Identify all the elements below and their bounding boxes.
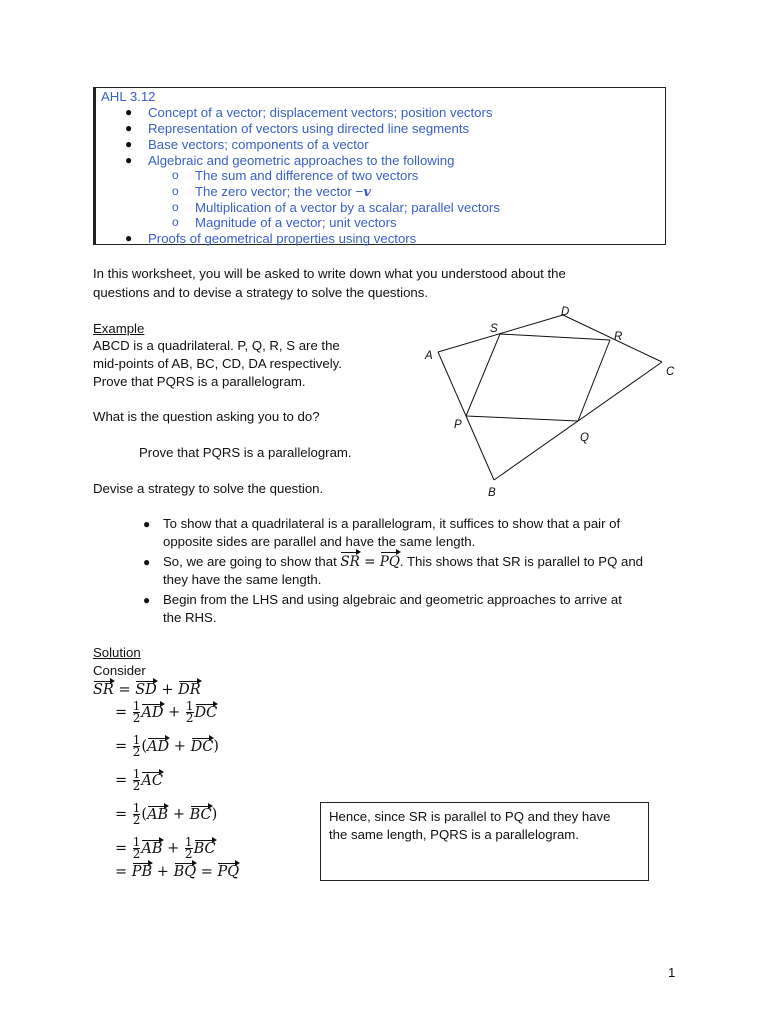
syllabus-item: Proofs of geometrical properties using vectors [148, 231, 417, 246]
intro-line: In this worksheet, you will be asked to write down what you understood about the [93, 266, 566, 281]
strategy-line: Begin from the LHS and using algebraic and geometric approaches to arrive at [163, 592, 622, 607]
label-B: B [488, 487, 496, 499]
equation-line-6: = $\frac{1}{2}$ AB + $\frac{1}{2}$ BC [115, 835, 216, 861]
label-S: S [490, 323, 498, 335]
strategy-line: opposite sides are parallel and have the same length. [163, 534, 476, 549]
side-PQ [466, 416, 578, 421]
bullet-dot: ● [125, 121, 133, 135]
consider-label: Consider [93, 663, 146, 678]
sub-bullet: o [172, 168, 179, 182]
label-P: P [454, 419, 462, 431]
strategy-prompt: Devise a strategy to solve the question. [93, 481, 324, 496]
conclusion-line: Hence, since SR is parallel to PQ and they have [329, 809, 611, 824]
strategy-line: the RHS. [163, 610, 217, 625]
side-SP [466, 334, 500, 416]
page-number: 1 [668, 965, 676, 980]
example-line: ABCD is a quadrilateral. P, Q, R, S are the [93, 338, 340, 353]
example-line: Prove that PQRS is a parallelogram. [93, 374, 306, 389]
example-line: mid-points of AB, BC, CD, DA respectively. [93, 356, 342, 371]
label-D: D [561, 306, 570, 318]
sub-bullet: o [172, 200, 179, 214]
syllabus-subitem: The sum and difference of two vectors [195, 168, 419, 183]
strategy-line: To show that a quadrilateral is a parallelogram, it suffices to show that a pair of [163, 516, 621, 531]
question-answer: Prove that PQRS is a parallelogram. [139, 445, 352, 460]
label-Q: Q [580, 432, 589, 444]
intro-line: questions and to devise a strategy to solve the questions. [93, 285, 429, 300]
side-QR [578, 340, 610, 421]
side-RS [500, 334, 610, 340]
label-C: C [666, 366, 675, 378]
syllabus-item: Concept of a vector; displacement vectors; position vectors [148, 105, 493, 120]
bullet-dot: ● [125, 231, 133, 245]
equation-line-2: = $\frac{1}{2}$ AD + $\frac{1}{2}$ DC [115, 699, 218, 725]
syllabus-subitem: The zero vector; the vector −v [195, 184, 371, 200]
sub-bullet: o [172, 184, 179, 198]
syllabus-title: AHL 3.12 [101, 89, 156, 104]
bullet-dot: ● [143, 593, 151, 607]
equation-line-7: = PB + BQ = PQ [115, 864, 240, 880]
bullet-dot: ● [125, 137, 133, 151]
label-R: R [614, 331, 623, 343]
solution-heading: Solution [93, 645, 141, 660]
equation-line-4: = $\frac{1}{2}$ AC [115, 767, 163, 793]
quadrilateral-diagram [420, 300, 690, 505]
side-DA [438, 315, 563, 352]
syllabus-item: Representation of vectors using directed line segments [148, 121, 470, 136]
sub-bullet: o [172, 215, 179, 229]
equation-line-5: = $\frac{1}{2}$ (AB + BC) [115, 801, 218, 827]
question-prompt: What is the question asking you to do? [93, 409, 320, 424]
conclusion-line: the same length, PQRS is a parallelogram. [329, 827, 579, 842]
label-A: A [425, 350, 433, 362]
syllabus-item: Base vectors; components of a vector [148, 137, 369, 152]
equation-line-1: SR = SD + DR [93, 682, 201, 698]
example-heading: Example [93, 321, 145, 336]
equation-line-3: = $\frac{1}{2}$ (AD + DC) [115, 733, 219, 759]
bullet-dot: ● [125, 105, 133, 119]
syllabus-subitem: Magnitude of a vector; unit vectors [195, 215, 397, 230]
bullet-dot: ● [143, 555, 151, 569]
syllabus-item: Algebraic and geometric approaches to the following [148, 153, 455, 168]
strategy-line: they have the same length. [163, 572, 322, 587]
strategy-line: So, we are going to show that SR = PQ. This shows that SR is parallel to PQ and [163, 554, 644, 570]
bullet-dot: ● [143, 517, 151, 531]
syllabus-subitem: Multiplication of a vector by a scalar; parallel vectors [195, 200, 500, 215]
bullet-dot: ● [125, 153, 133, 167]
